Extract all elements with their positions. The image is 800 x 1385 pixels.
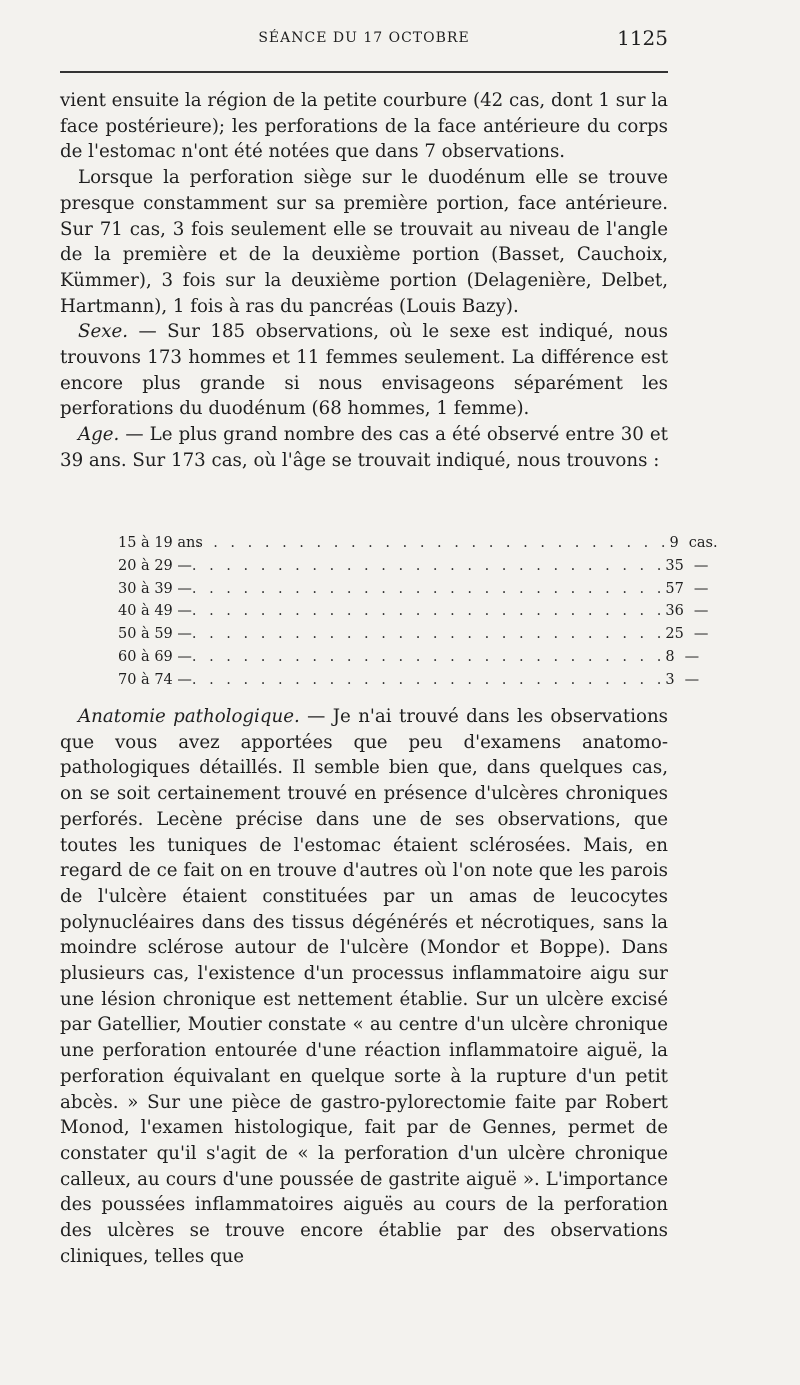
age-range: 60 à 69 — — [118, 648, 192, 665]
paragraph-text: — Le plus grand nombre des cas a été observé entre 30 et 39 ans. Sur 173 cas, où l'âge se trouvait indiqué, nous trouvons : — [60, 424, 668, 471]
age-range: 30 à 39 — — [118, 580, 192, 597]
paragraph — [60, 704, 668, 1269]
case-count: 57 — [665, 580, 684, 597]
age-distribution-table — [118, 532, 718, 692]
age-range: 40 à 49 — — [118, 603, 192, 620]
table-row — [118, 532, 718, 555]
case-unit: — — [693, 557, 709, 574]
running-title: SÉANCE DU 17 OCTOBRE — [258, 30, 470, 46]
age-range: 15 à 19 ans — [118, 535, 203, 551]
table-row — [118, 555, 709, 578]
dot-leader: . . . . . . . . . . . . . . . . . . . . . . . . . . . . — [191, 580, 666, 597]
case-unit: — — [684, 648, 700, 665]
case-count: 36 — [665, 603, 684, 620]
paragraph-text: — Je n'ai trouvé dans les observations que vous avez apportées que peu d'examens anatomo-pathologiques détaillés. Il semble bien que, dans quelques cas, on se soit certainement trouvé en présence d'ulcères chroniques perforés. Lecène précise dans une de ses observations, que toutes les tuniques de l'estomac étaient sclérosées. Mais, en regard de ce fait on en trouve d'autres où l'on note que les parois de l'ulcère étaient constituées par un amas de leucocytes polynucléaires dans des tissus dégénérés et nécrotiques, sans la moindre sclérose autour de l'ulcère (Mondor et Boppe). Dans plusieurs cas, l'existence d'un processus inflammatoire aigu sur une lésion chronique est nettement établie. Sur un ulcère excisé par Gatellier, Moutier constate « au centre d'un ulcère chronique une perforation entourée d'une réaction inflammatoire aiguë, la perforation équivalant en quelque sorte à la rupture d'un petit abcès. » Sur une pièce de gastro-pylorectomie faite par Robert Monod, l'examen histologique, fait par de Gennes, permet de constater qu'il s'agit de « la perforation d'un ulcère chronique calleux, au cours d'une poussée de gastrite aiguë ». L'importance des poussées inflammatoires aiguës au cours de la perforation des ulcères se trouve encore établie par des observations cliniques, telles que — [60, 706, 668, 1267]
section-label: Age. — [78, 424, 120, 446]
case-count: 3 — [665, 671, 675, 688]
paragraph — [60, 88, 668, 165]
dot-leader: . . . . . . . . . . . . . . . . . . . . . . . . . . . . — [191, 603, 666, 620]
case-count: 9 — [669, 535, 679, 551]
dot-leader: . . . . . . . . . . . . . . . . . . . . . . . . . . . . — [196, 535, 670, 551]
case-count: 25 — [665, 626, 684, 643]
case-count: 8 — [665, 648, 675, 665]
table-row — [118, 646, 700, 669]
paragraph — [60, 165, 668, 319]
section-label: Sexe. — [78, 321, 129, 343]
paragraph-text: Lorsque la perforation siège sur le duodénum elle se trouve presque constamment sur sa première portion, face antérieure. Sur 71 cas, 3 fois seulement elle se trouvait au niveau de l'angle de la première et de la deuxième portion (Basset, Cauchoix, Kümmer), 3 fois sur la deuxième portion (Delagenière, Delbet, Hartmann), 1 fois à ras du pancréas (Louis Bazy). — [60, 167, 668, 317]
dot-leader: . . . . . . . . . . . . . . . . . . . . . . . . . . . . — [191, 626, 666, 643]
body-text-top — [60, 88, 668, 474]
case-count: 35 — [665, 557, 684, 574]
body-text-bottom — [60, 704, 668, 1269]
table-row — [118, 578, 709, 601]
page-number: 1125 — [617, 26, 668, 50]
dot-leader: . . . . . . . . . . . . . . . . . . . . . . . . . . . . — [191, 671, 666, 688]
paragraph-text: — Sur 185 observations, où le sexe est indiqué, nous trouvons 173 hommes et 11 femmes seulement. La différence est encore plus grande si nous envisageons séparément les perforations du duodénum (68 hommes, 1 femme). — [60, 321, 668, 420]
table-row — [118, 600, 709, 623]
paragraph — [60, 422, 668, 473]
dot-leader: . . . . . . . . . . . . . . . . . . . . . . . . . . . . — [191, 648, 666, 665]
case-unit: — — [693, 580, 709, 597]
page-header — [60, 26, 668, 56]
age-range: 70 à 74 — — [118, 671, 192, 688]
section-label: Anatomie pathologique. — [78, 706, 300, 727]
age-range: 50 à 59 — — [118, 626, 192, 643]
case-unit: — — [693, 626, 709, 643]
paragraph — [60, 319, 668, 422]
paragraph-text: vient ensuite la région de la petite courbure (42 cas, dont 1 sur la face postérieure); les perforations de la face antérieure du corps de l'estomac n'ont été notées que dans 7 observations. — [60, 90, 668, 163]
dot-leader: . . . . . . . . . . . . . . . . . . . . . . . . . . . . — [191, 557, 666, 574]
case-unit: — — [684, 671, 700, 688]
table-row — [118, 669, 700, 692]
age-range: 20 à 29 — — [118, 557, 192, 574]
table-row — [118, 623, 709, 646]
case-unit: — — [693, 603, 709, 620]
header-rule — [60, 71, 668, 73]
case-unit: cas. — [688, 535, 718, 551]
